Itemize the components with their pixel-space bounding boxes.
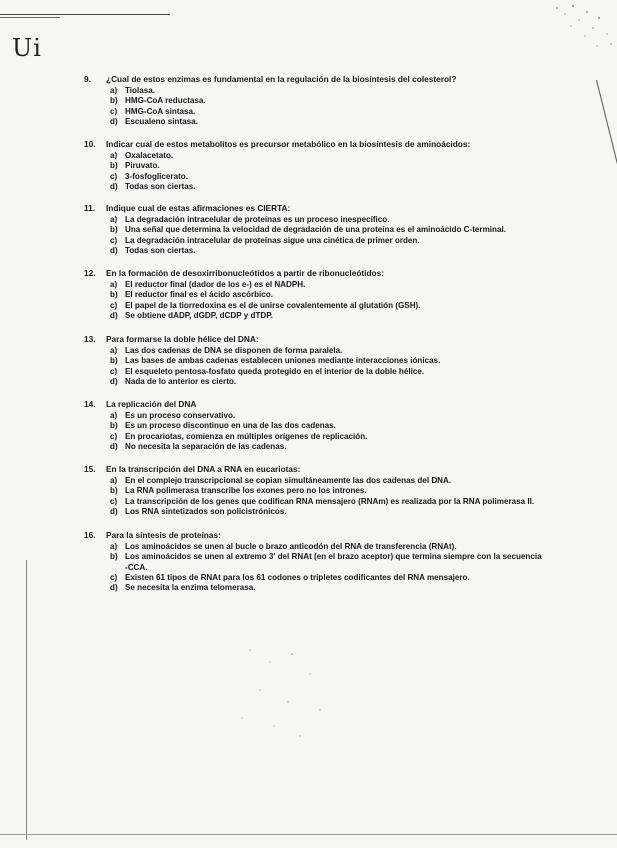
option-b[interactable] xyxy=(110,552,544,573)
question-12 xyxy=(84,268,544,321)
option-text: Los RNA sintetizados son policistrónicos. xyxy=(125,506,287,516)
option-a[interactable] xyxy=(110,151,544,161)
option-letter: a) xyxy=(110,411,118,420)
option-letter: b) xyxy=(110,552,118,562)
option-text: La degradación intracelular de proteínas es un proceso inespecífico. xyxy=(125,215,390,224)
option-text: El reductor final es el ácido ascórbico. xyxy=(125,290,273,300)
option-letter: d) xyxy=(110,506,118,516)
option-c[interactable] xyxy=(110,301,544,311)
option-letter: b) xyxy=(110,96,118,106)
option-c[interactable] xyxy=(110,236,544,246)
option-d[interactable] xyxy=(110,246,544,256)
left-margin-rule xyxy=(26,560,27,840)
question-text: Indique cual de estas afirmaciones es CIERTA: xyxy=(106,203,291,213)
option-list xyxy=(110,86,544,127)
option-letter: b) xyxy=(110,225,118,235)
question-16 xyxy=(84,530,544,593)
question-number: 11. xyxy=(84,203,96,213)
option-letter: d) xyxy=(110,116,118,126)
option-text: Nada de lo anterior es cierto. xyxy=(125,376,237,386)
option-text: Es un proceso discontinuo en una de las dos cadenas. xyxy=(125,421,336,431)
option-letter: c) xyxy=(110,300,118,310)
option-a[interactable] xyxy=(110,86,544,96)
option-text: HMG-CoA sintasa. xyxy=(125,106,196,116)
question-9 xyxy=(84,74,544,127)
question-number: 10. xyxy=(84,139,96,149)
option-text: Se necesita la enzima telomerasa. xyxy=(125,583,256,593)
question-text: En la transcripción del DNA a RNA en eucariotas: xyxy=(106,464,301,474)
question-header xyxy=(84,139,544,150)
option-letter: c) xyxy=(110,496,118,506)
option-c[interactable] xyxy=(110,573,544,583)
option-letter: b) xyxy=(110,161,118,171)
option-text: El reductor final (dador de los e-) es el NADPH. xyxy=(125,280,306,289)
option-letter: d) xyxy=(110,181,118,191)
question-header xyxy=(84,464,544,475)
option-text: Una señal que determina la velocidad de degradación de una proteína es el aminoácido C-terminal. xyxy=(125,225,506,235)
option-text: Piruvato. xyxy=(125,161,160,171)
option-c[interactable] xyxy=(110,497,544,507)
option-letter: d) xyxy=(110,310,118,320)
header-rule-secondary xyxy=(0,17,60,18)
option-b[interactable] xyxy=(110,225,544,235)
option-a[interactable] xyxy=(110,215,544,225)
question-number: 12. xyxy=(84,268,96,278)
option-letter: b) xyxy=(110,486,118,496)
option-text: Todas son ciertas. xyxy=(125,181,196,191)
option-a[interactable] xyxy=(110,542,544,552)
option-list xyxy=(110,346,544,387)
option-list xyxy=(110,215,544,256)
option-text: El esqueleto pentosa-fosfato queda protegido en el interior de la doble hélice. xyxy=(125,366,425,376)
option-a[interactable] xyxy=(110,476,544,486)
option-text: Oxalacetato. xyxy=(125,151,174,160)
option-letter: a) xyxy=(110,215,118,224)
option-c[interactable] xyxy=(110,107,544,117)
scan-noise-center xyxy=(230,640,350,750)
option-b[interactable] xyxy=(110,356,544,366)
option-text: En procariotas, comienza en múltiples orígenes de replicación. xyxy=(125,431,368,441)
option-text: Escualeno sintasa. xyxy=(125,116,198,126)
option-letter: b) xyxy=(110,421,118,431)
option-text: Es un proceso conservativo. xyxy=(125,411,236,420)
option-text: 3-fosfoglicerato. xyxy=(125,171,188,181)
option-text: Las bases de ambas cadenas establecen uniones mediante interacciones iónicas. xyxy=(125,356,441,366)
option-text: Los aminoácidos se unen al bucle o brazo anticodón del RNA de transferencia (RNAt). xyxy=(125,542,457,551)
option-text: Las dos cadenas de DNA se disponen de forma paralela. xyxy=(125,346,343,355)
option-b[interactable] xyxy=(110,486,544,496)
option-letter: a) xyxy=(110,280,118,289)
scan-noise-corner xyxy=(527,0,617,60)
option-list xyxy=(110,476,544,517)
option-text: La degradación intracelular de proteínas sigue una cinética de primer orden. xyxy=(125,235,420,245)
question-number: 14. xyxy=(84,399,96,409)
handwritten-mark: Ui xyxy=(12,34,42,62)
option-list xyxy=(110,411,544,452)
option-letter: c) xyxy=(110,366,118,376)
option-letter: c) xyxy=(110,235,118,245)
option-d[interactable] xyxy=(110,507,544,517)
option-b[interactable] xyxy=(110,96,544,106)
option-text: HMG-CoA reductasa. xyxy=(125,96,206,106)
option-text: Se obtiene dADP, dGDP, dCDP y dTDP. xyxy=(125,310,273,320)
question-header xyxy=(84,334,544,345)
option-d[interactable] xyxy=(110,311,544,321)
option-letter: a) xyxy=(110,86,118,95)
question-14 xyxy=(84,399,544,452)
option-text: No necesita la separación de las cadenas. xyxy=(125,441,287,451)
option-a[interactable] xyxy=(110,411,544,421)
option-letter: d) xyxy=(110,583,118,593)
option-b[interactable] xyxy=(110,421,544,431)
footer-rule xyxy=(0,834,617,835)
question-text: Para formarse la doble hélice del DNA: xyxy=(106,334,259,344)
question-10 xyxy=(84,139,544,192)
option-a[interactable] xyxy=(110,280,544,290)
option-letter: a) xyxy=(110,542,118,551)
question-number: 15. xyxy=(84,464,96,474)
option-d[interactable] xyxy=(110,182,544,192)
option-text: El papel de la tiorredoxina es el de unirse covalentemente al glutatión (GSH). xyxy=(125,300,421,310)
margin-stroke xyxy=(596,80,617,168)
option-text: Todas son ciertas. xyxy=(125,245,196,255)
option-d[interactable] xyxy=(110,117,544,127)
question-header xyxy=(84,268,544,279)
option-letter: a) xyxy=(110,151,118,160)
option-letter: c) xyxy=(110,431,118,441)
option-letter: a) xyxy=(110,476,118,485)
option-list xyxy=(110,151,544,192)
option-letter: c) xyxy=(110,171,118,181)
option-letter: b) xyxy=(110,356,118,366)
option-d[interactable] xyxy=(110,442,544,452)
option-text: Los aminoácidos se unen al extremo 3' del RNAt (en el brazo aceptor) que termina siempre con la secuencia -CCA. xyxy=(125,552,542,572)
question-text: En la formación de desoxirribonucleótidos a partir de ribonucleótidos: xyxy=(106,268,384,278)
option-c[interactable] xyxy=(110,172,544,182)
option-letter: a) xyxy=(110,346,118,355)
option-letter: b) xyxy=(110,290,118,300)
question-text: Indicar cual de estos metabolitos es precursor metabólico en la biosíntesis de aminoácidos: xyxy=(106,139,471,149)
option-d[interactable] xyxy=(110,583,544,593)
option-letter: c) xyxy=(110,572,118,582)
option-a[interactable] xyxy=(110,346,544,356)
option-d[interactable] xyxy=(110,377,544,387)
question-number: 13. xyxy=(84,334,96,344)
question-header xyxy=(84,399,544,410)
question-15 xyxy=(84,464,544,517)
question-text: Para la síntesis de proteínas: xyxy=(106,530,221,540)
option-b[interactable] xyxy=(110,161,544,171)
question-11 xyxy=(84,203,544,256)
option-letter: d) xyxy=(110,376,118,386)
option-text: Tiolasa. xyxy=(125,86,155,95)
question-header xyxy=(84,530,544,541)
question-number: 9. xyxy=(84,74,91,84)
option-c[interactable] xyxy=(110,367,544,377)
option-text: La RNA polimerasa transcribe los exones pero no los intrones. xyxy=(125,486,367,496)
option-letter: d) xyxy=(110,441,118,451)
option-text: La transcripción de los genes que codifican RNA mensajero (RNAm) es realizada por la RNA polimerasa II. xyxy=(125,496,535,506)
question-text: ¿Cual de estos enzimas es fundamental en la regulación de la biosíntesis del colesterol? xyxy=(106,74,457,84)
option-letter: c) xyxy=(110,106,118,116)
option-c[interactable] xyxy=(110,432,544,442)
option-letter: d) xyxy=(110,245,118,255)
option-b[interactable] xyxy=(110,290,544,300)
option-text: En el complejo transcripcional se copian simultáneamente las dos cadenas del DNA. xyxy=(125,476,452,485)
option-list xyxy=(110,280,544,321)
question-number: 16. xyxy=(84,530,96,540)
question-header xyxy=(84,203,544,214)
header-rule xyxy=(0,14,170,15)
question-text: La replicación del DNA xyxy=(106,399,197,409)
question-header xyxy=(84,74,544,85)
option-text: Existen 61 tipos de RNAt para los 61 codones o tripletes codificantes del RNA mensajero. xyxy=(125,572,470,582)
option-list xyxy=(110,542,544,593)
question-13 xyxy=(84,334,544,387)
